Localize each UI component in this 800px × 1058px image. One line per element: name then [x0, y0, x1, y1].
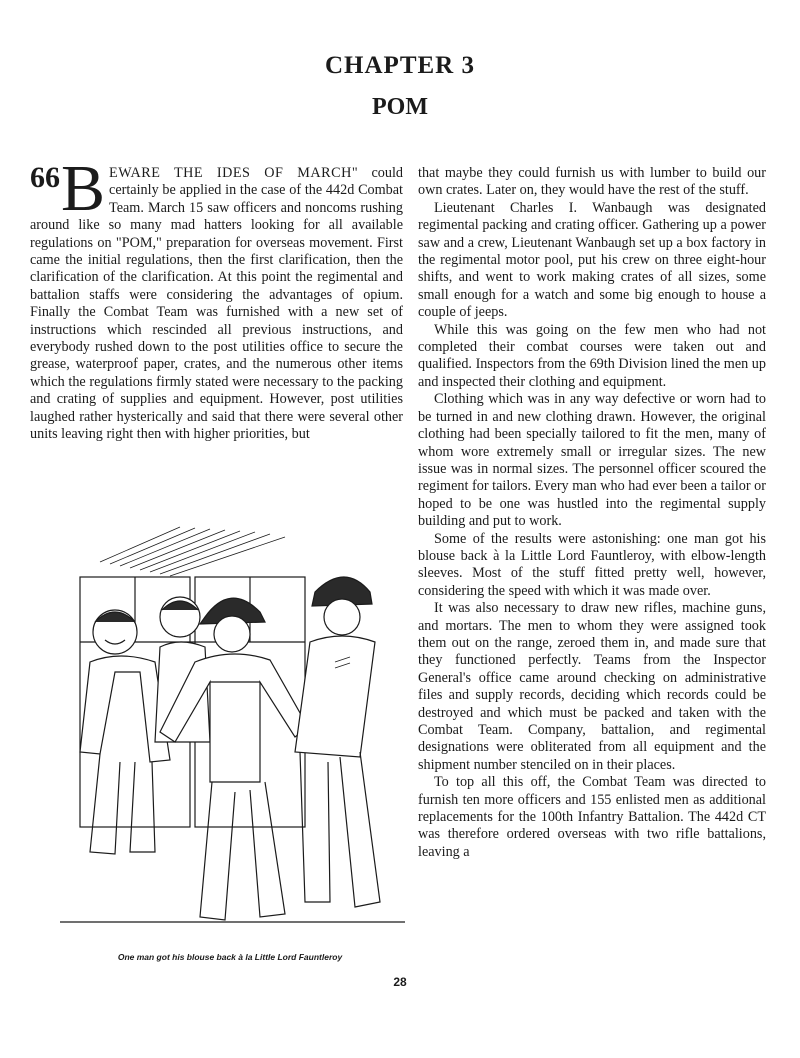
chapter-title: POM — [372, 94, 428, 120]
illustration-caption: One man got his blouse back à la Little Lord Fauntleroy — [117, 952, 343, 962]
right-paragraph-5: Some of the results were astonishing: one man got his blouse back à la Little Lord Fauntleroy, with elbow-length sleeves. Most of the stuff fitted pretty well, however, considering the speed with which it was made over. — [418, 530, 766, 599]
right-paragraph-6: It was also necessary to draw new rifles, machine guns, and mortars. The men to whom they were assigned took them out on the range, zeroed them in, and made sure that they functioned perfectly. Teams from the Inspector General's office came around checking on administrative files and supply records, deciding which records could be destroyed and which must be packed and taken with the Combat Team. Company, battalion, and regimental designations were obliterated from all equipment and the shipment number stenciled on in their places. — [418, 600, 766, 773]
page-number: 28 — [393, 975, 407, 989]
right-paragraph-1: that maybe they could furnish us with lumber to build our own crates. Later on, they would have the rest of the stuff. — [418, 165, 766, 199]
opening-small-caps: EWARE THE IDES OF MARCH" — [109, 165, 359, 181]
right-paragraph-4: Clothing which was in any way defective or worn had to be turned in and new clothing drawn. However, the original clothing had been specially tailored to fit the men, many of whom wore extremely small or irregular sizes. The new issue was in normal sizes. The personnel officer scoured the regiment for tailors. Every man who had ever been a tailor or hoped to be one was hustled into the regimental supply building and put to work. — [418, 391, 766, 530]
right-column — [418, 165, 766, 861]
drop-cap: B — [61, 152, 106, 225]
soldier-right — [295, 577, 380, 907]
left-column — [30, 152, 403, 444]
soldiers-illustration — [60, 522, 405, 942]
opening-paragraph — [30, 152, 403, 444]
right-paragraph-2: Lieutenant Charles I. Wanbaugh was designated regimental packing and crating officer. Gathering up a power saw and a crew, Lieutenant Wanbaugh set up a box factory in the regimental motor pool, put his crew on three eight-hour shifts, and went to work making crates of all sizes, some small enough for a watch and some big enough to house a couple of jeeps. — [418, 199, 766, 321]
right-paragraph-7: To top all this off, the Combat Team was directed to furnish ten more officers and 155 enlisted men as additional replacements for the 100th Infantry Battalion. The 442d CT was therefore ordered overseas with two rifle battalions, leaving a — [418, 774, 766, 860]
chapter-heading: CHAPTER 3 — [325, 52, 475, 79]
opening-quote: 66 — [30, 161, 60, 194]
roof-hatching — [100, 527, 285, 576]
drop-cap-group — [30, 152, 106, 225]
right-paragraph-3: While this was going on the few men who had not completed their combat courses were taken out and qualified. Inspectors from the 69th Division lined the men up and inspected their clothing and equipment. — [418, 321, 766, 390]
opening-paragraph-text: could certainly be applied in the case of the 442d Combat Team. March 15 saw officers and noncoms rushing around like so many mad hatters looking for all available regulations on "POM," preparation for overseas movement. First came the initial regulations, then the first clarification, then the clarification of the clarification. At this point the regimental and battalion staffs were considering the advantages of opium. Finally the Combat Team was furnished with a new set of instructions which rescinded all previous instructions, and everybody rushed down to the post utilities office to secure the grease, waterproof paper, crates, and the numerous other items which the regulations firmly stated were necessary to the packing and crating of supplies and equipment. However, post utilities laughed rather hysterically and said that there were several other units leaving right then with higher priorities, but — [30, 165, 403, 443]
